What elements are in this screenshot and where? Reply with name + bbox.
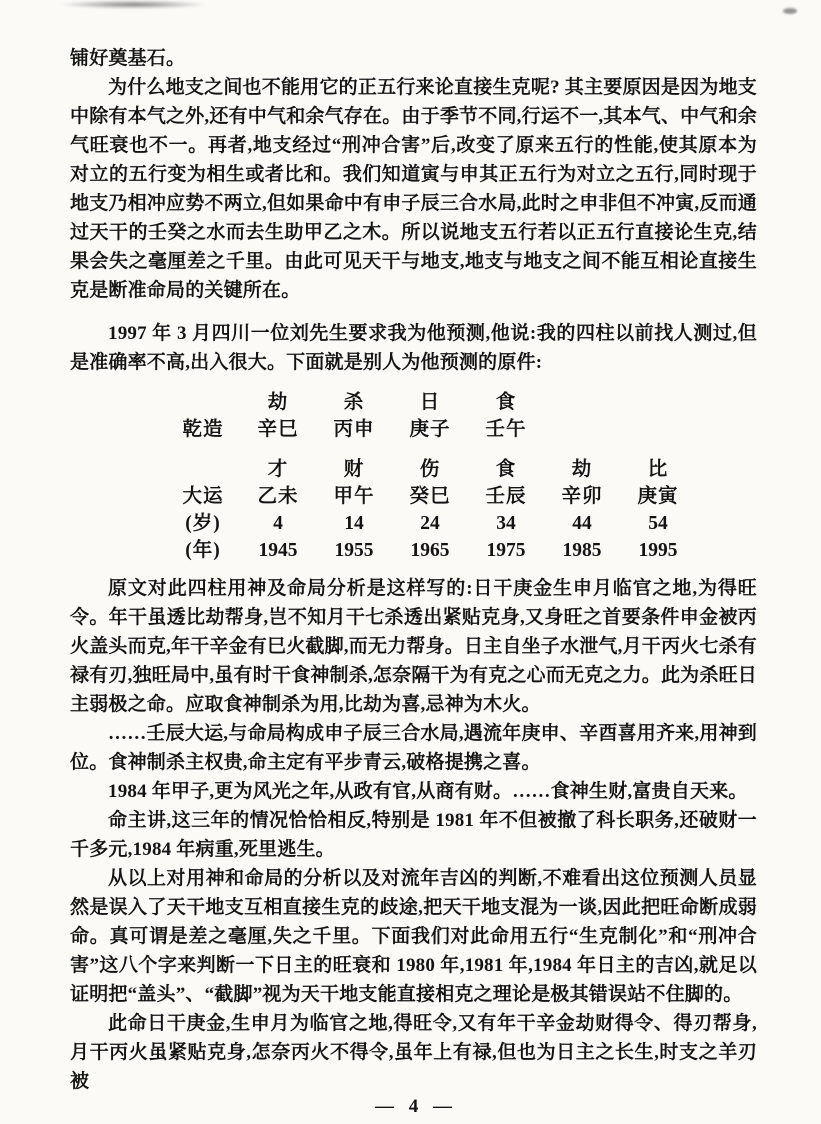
page-body — [70, 44, 757, 1096]
pillar-value: 丙申 — [333, 419, 375, 440]
luck-row-label: 大运 — [182, 486, 224, 507]
paragraph-reanalysis: 此命日干庚金,生申月为临官之地,得旺令,又有年干辛金劫财得令、得刃帮身,月干丙火虽紧贴克身,怎奈丙火不得令,虽年上有禄,但也为日主之长生,时支之羊刃被 — [70, 1013, 757, 1092]
age-value: 14 — [344, 513, 364, 534]
age-value: 34 — [496, 513, 516, 534]
luck-pillar-value: 辛卯 — [561, 486, 603, 507]
year-value: 1955 — [334, 540, 374, 561]
scan-artifact — [783, 8, 797, 14]
bazi-row-years — [166, 537, 757, 564]
luck-god-label: 劫 — [571, 459, 593, 480]
paragraph-renchen-luck: ……壬辰大运,与命局构成申子辰三合水局,遇流年庚申、辛酉喜用齐来,用神到位。食神制杀主权贵,命主定有平步青云,破格提携之喜。 — [70, 723, 757, 773]
bazi-row-luck-pillars — [166, 483, 757, 510]
scan-artifact — [58, 0, 208, 9]
paragraph-actual-outcome: 命主讲,这三年的情况恰恰相反,特别是 1981 年不但被撤了科长职务,还破财一千多元,1984 年病重,死里逃生。 — [70, 810, 757, 860]
paragraph-1984-prediction: 1984 年甲子,更为风光之年,从政有官,从商有财。……食神生财,富贵自天来。 — [108, 781, 748, 802]
year-value: 1965 — [410, 540, 450, 561]
age-value: 44 — [572, 513, 592, 534]
year-value: 1975 — [486, 540, 526, 561]
ten-god-label: 日 — [419, 392, 441, 413]
pillar-value: 壬午 — [485, 419, 527, 440]
bazi-row-ages — [166, 510, 757, 537]
luck-pillar-value: 癸巳 — [409, 486, 451, 507]
luck-pillar-value: 乙未 — [257, 486, 299, 507]
paragraph-carryover: 铺好奠基石。 — [70, 48, 186, 69]
age-value: 54 — [648, 513, 668, 534]
ten-god-label: 杀 — [343, 392, 365, 413]
year-value: 1995 — [638, 540, 678, 561]
luck-god-label: 才 — [267, 459, 289, 480]
bazi-row-luck-gods — [166, 456, 757, 483]
page-number: — 4 — — [375, 1096, 452, 1117]
luck-pillar-value: 甲午 — [333, 486, 375, 507]
gender-label: 乾造 — [182, 419, 224, 440]
luck-god-label: 财 — [343, 459, 365, 480]
spacer — [166, 389, 240, 416]
year-value: 1985 — [562, 540, 602, 561]
ten-god-label: 食 — [495, 392, 517, 413]
bazi-row-pillar-gods — [166, 389, 757, 416]
luck-god-label: 比 — [647, 459, 669, 480]
luck-god-label: 食 — [495, 459, 517, 480]
bazi-row-pillars — [166, 416, 757, 443]
paragraph-case-intro: 1997 年 3 月四川一位刘先生要求我为他预测,他说:我的四柱以前找人测过,但是准确率不高,出入很大。下面就是别人为他预测的原件: — [70, 323, 757, 373]
paragraph-original-analysis: 原文对此四柱用神及命局分析是这样写的:日干庚金生申月临官之地,为得旺令。年干虽透比劫帮身,岂不知月干七杀透出紧贴克身,又身旺之首要条件申金被丙火盖头而克,年干辛金有巳火截脚,而无力帮身。日主自坐子水泄气,月干丙火七杀有禄有刃,独旺局中,虽有时干食神制杀,怎奈隔干为有克之心而无克之力。此为杀旺日主弱极之命。应取食神制杀为用,比劫为喜,忌神为木火。 — [70, 578, 757, 715]
age-row-label: (岁) — [185, 513, 221, 534]
spacer — [166, 456, 240, 483]
age-value: 24 — [420, 513, 440, 534]
age-value: 4 — [273, 513, 283, 534]
ten-god-label: 劫 — [267, 392, 289, 413]
paragraph-conclusion: 从以上对用神和命局的分析以及对流年吉凶的判断,不难看出这位预测人员显然是误入了天干地支互相直接生克的歧途,把天干地支混为一谈,因此把旺命断成弱命。真可谓是差之毫厘,失之千里。下面我们对此命用五行“生克制化”和“刑冲合害”这八个字来判断一下日主的旺衰和 1980 年,1981 年,1984 年日主的吉凶,就足以证明把“盖头”、“截脚”视为天干地支能直接相克之理论是极其错误站不住脚的。 — [70, 868, 757, 1005]
pillar-value: 辛巳 — [257, 419, 299, 440]
luck-pillar-value: 庚寅 — [637, 486, 679, 507]
bazi-chart — [70, 389, 757, 564]
luck-pillar-value: 壬辰 — [485, 486, 527, 507]
luck-god-label: 伤 — [419, 459, 441, 480]
pillar-value: 庚子 — [409, 419, 451, 440]
year-value: 1945 — [258, 540, 298, 561]
paragraph-dizhi-theory: 为什么地支之间也不能用它的正五行来论直接生克呢? 其主要原因是因为地支中除有本气之外,还有中气和余气存在。由于季节不同,行运不一,其本气、中气和余气旺衰也不一。再者,地支经过“刑冲合害”后,改变了原来五行的性能,使其原本为对立的五行变为相生或者比和。我们知道寅与申其正五行为对立之五行,同时现于地支乃相冲应势不两立,但如果命中有申子辰三合水局,此时之申非但不冲寅,反而通过天干的壬癸之水而去生助甲乙之木。所以说地支五行若以正五行直接论生克,结果会失之毫厘差之千里。由此可见天干与地支,地支与地支之间不能互相论直接生克是断准命局的关键所在。 — [70, 77, 757, 301]
year-row-label: (年) — [185, 540, 221, 561]
